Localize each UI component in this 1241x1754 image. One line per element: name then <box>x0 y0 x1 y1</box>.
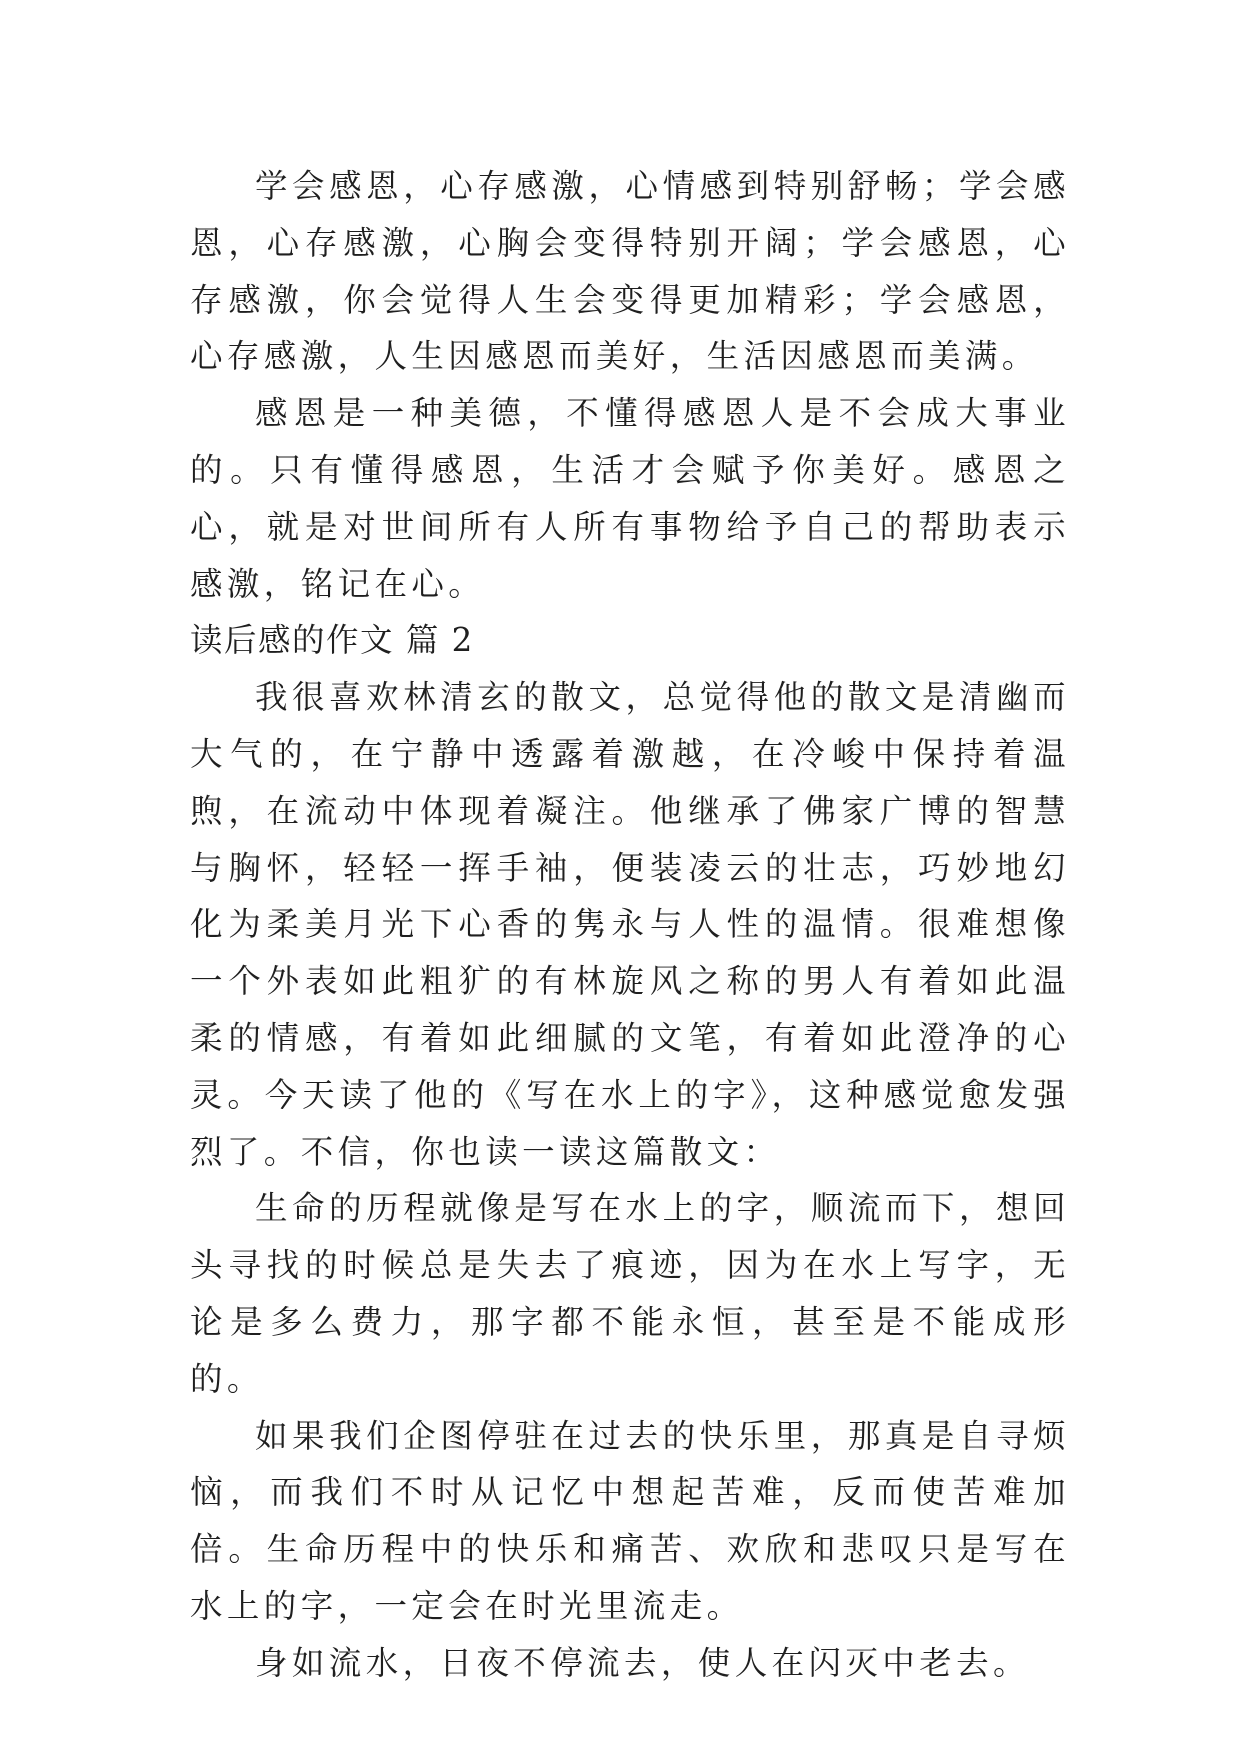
document-body <box>190 158 1070 1692</box>
paragraph: 生命的历程就像是写在水上的字，顺流而下，想回头寻找的时候总是失去了痕迹，因为在水上写字，无论是多么费力，那字都不能永恒，甚至是不能成形的。 <box>190 1189 1070 1398</box>
paragraph: 我很喜欢林清玄的散文，总觉得他的散文是清幽而大气的，在宁静中透露着激越，在冷峻中保持着温煦，在流动中体现着凝注。他继承了佛家广博的智慧与胸怀，轻轻一挥手袖，便装凌云的壮志，巧妙地幻化为柔美月光下心香的隽永与人性的温情。很难想像一个外表如此粗犷的有林旋风之称的男人有着如此温柔的情感，有着如此细腻的文笔，有着如此澄净的心灵。今天读了他的《写在水上的字》，这种感觉愈发强烈了。不信，你也读一读这篇散文： <box>190 678 1070 1171</box>
paragraph: 感恩是一种美德，不懂得感恩人是不会成大事业的。只有懂得感恩，生活才会赋予你美好。感恩之心，就是对世间所有人所有事物给予自己的帮助表示感激，铭记在心。 <box>190 394 1070 603</box>
section-heading: 读后感的作文 篇 2 <box>190 621 474 660</box>
paragraph: 身如流水，日夜不停流去，使人在闪灭中老去。 <box>255 1643 1030 1682</box>
paragraph: 学会感恩，心存感激，心情感到特别舒畅；学会感恩，心存感激，心胸会变得特别开阔；学会感恩，心存感激，你会觉得人生会变得更加精彩；学会感恩，心存感激，人生因感恩而美好，生活因感恩而美满。 <box>190 167 1070 376</box>
paragraph: 如果我们企图停驻在过去的快乐里，那真是自寻烦恼，而我们不时从记忆中想起苦难，反而使苦难加倍。生命历程中的快乐和痛苦、欢欣和悲叹只是写在水上的字，一定会在时光里流走。 <box>190 1416 1070 1625</box>
